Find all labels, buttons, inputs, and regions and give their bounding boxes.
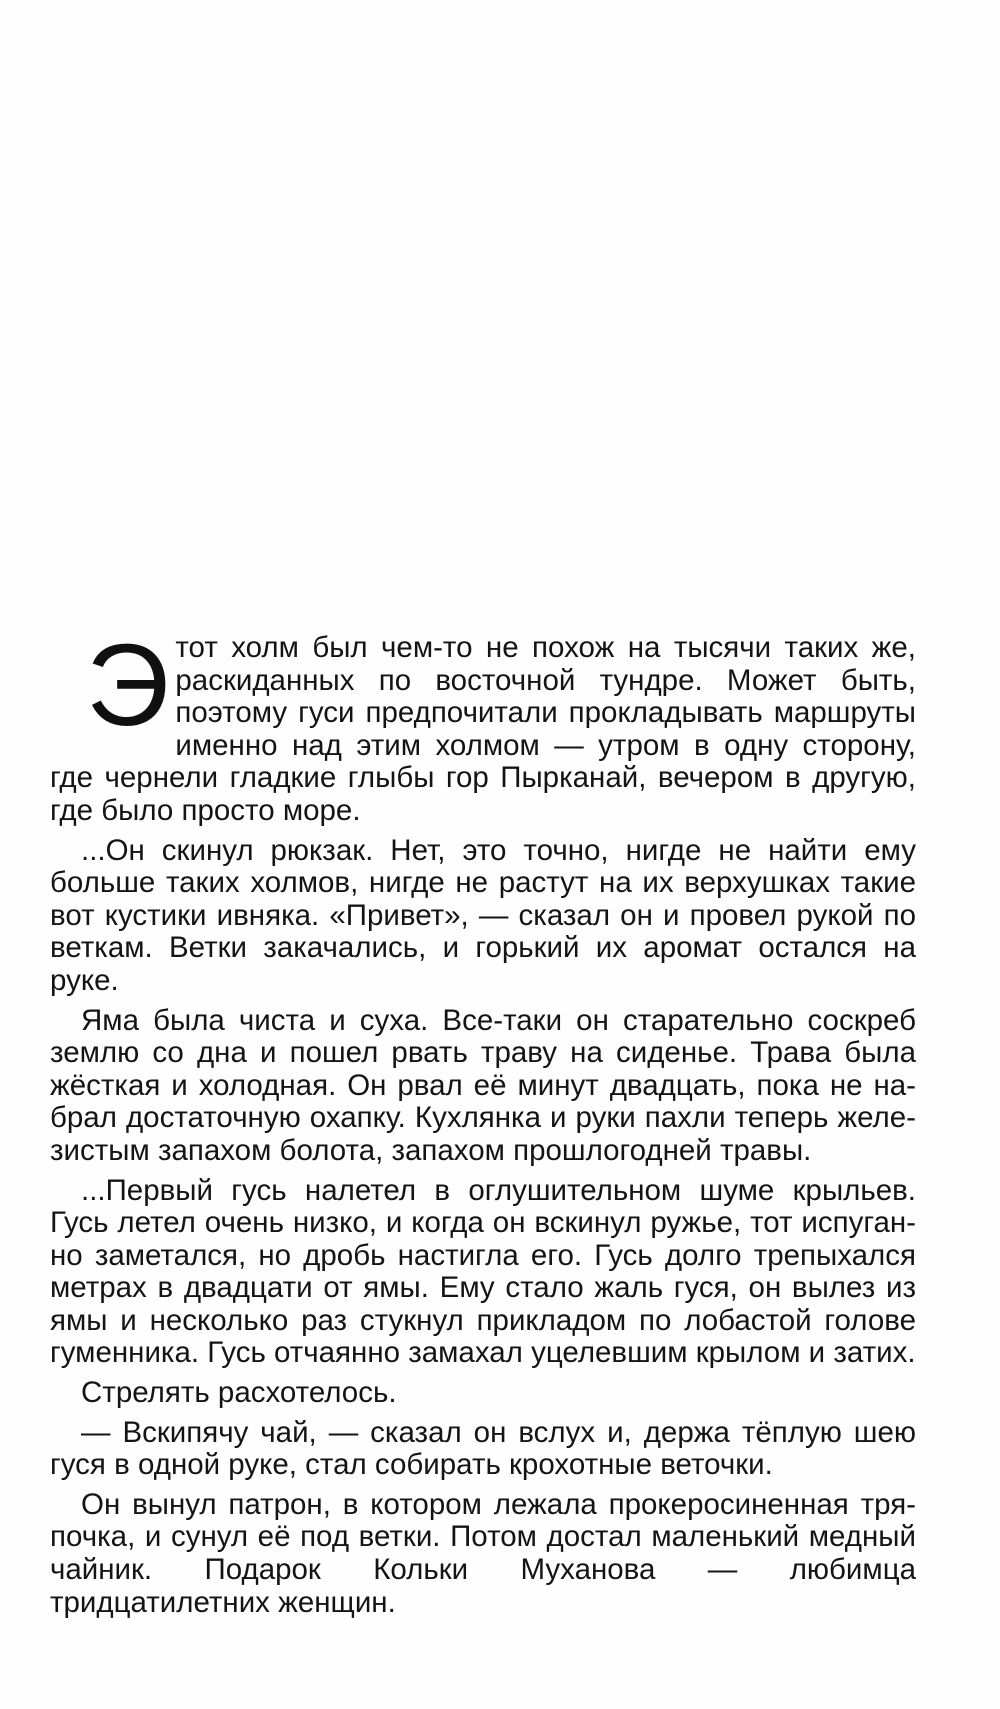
paragraph-5: Стрелять расхотелось.: [81, 1376, 397, 1410]
paragraph-7: Он вынул патрон, в котором лежала прокеросиненная тряпочка, и сунул её под ветки. Потом достал маленький медный чайник. Подарок Кольки Муханова — любимца тридцатилетних женщин.: [50, 1487, 916, 1619]
paragraph-1: [50, 620, 916, 828]
paragraph-3: Яма была чиста и суха. Все-таки он старательно соскреб землю со дна и пошел рвать траву на сиденье. Трава была жёсткая и холодная. Он рвал её минут двадцать, пока не набрал достаточную охапку. Кухлянка и руки пахли теперь железистым запахом болота, запахом прошлогодней травы.: [50, 1003, 916, 1167]
paragraph-6: — Вскипячу чай, — сказал он вслух и, держа тёплую шею гуся в одной руке, стал собирать крохотные веточки.: [50, 1415, 916, 1482]
drop-cap: Э: [86, 620, 170, 750]
story-text: [50, 620, 916, 1626]
paragraph-2: ...Он скинул рюкзак. Нет, это точно, нигде не найти ему больше таких холмов, нигде не растут на их верхушках такие вот кустики ивняка. «Привет», — сказал он и провел рукой по веткам. Ветки закачались, и горький их аромат остался на руке.: [50, 833, 916, 997]
paragraph-4: ...Первый гусь налетел в оглушительном шуме крыльев. Гусь летел очень низко, и когда он вскинул ружье, тот испуганно заметался, но дробь настигла его. Гусь долго трепыхался метрах в двадцати от ямы. Ему стало жаль гуся, он вылез из ямы и несколько раз стукнул прикладом по лобастой голове гуменника. Гусь отчаянно замахал уцелевшим крылом и затих.: [50, 1173, 916, 1370]
paragraph-1-text: тот холм был чем-то не похож на тысячи таких же, раскиданных по восточной тундре. Может быть, поэтому гуси предпочитали прокладывать маршруты именно над этим холмом — утром в одну сторону, где чернели гладкие глыбы гор Пырканай, вечером в другую, где было просто море.: [50, 631, 916, 827]
